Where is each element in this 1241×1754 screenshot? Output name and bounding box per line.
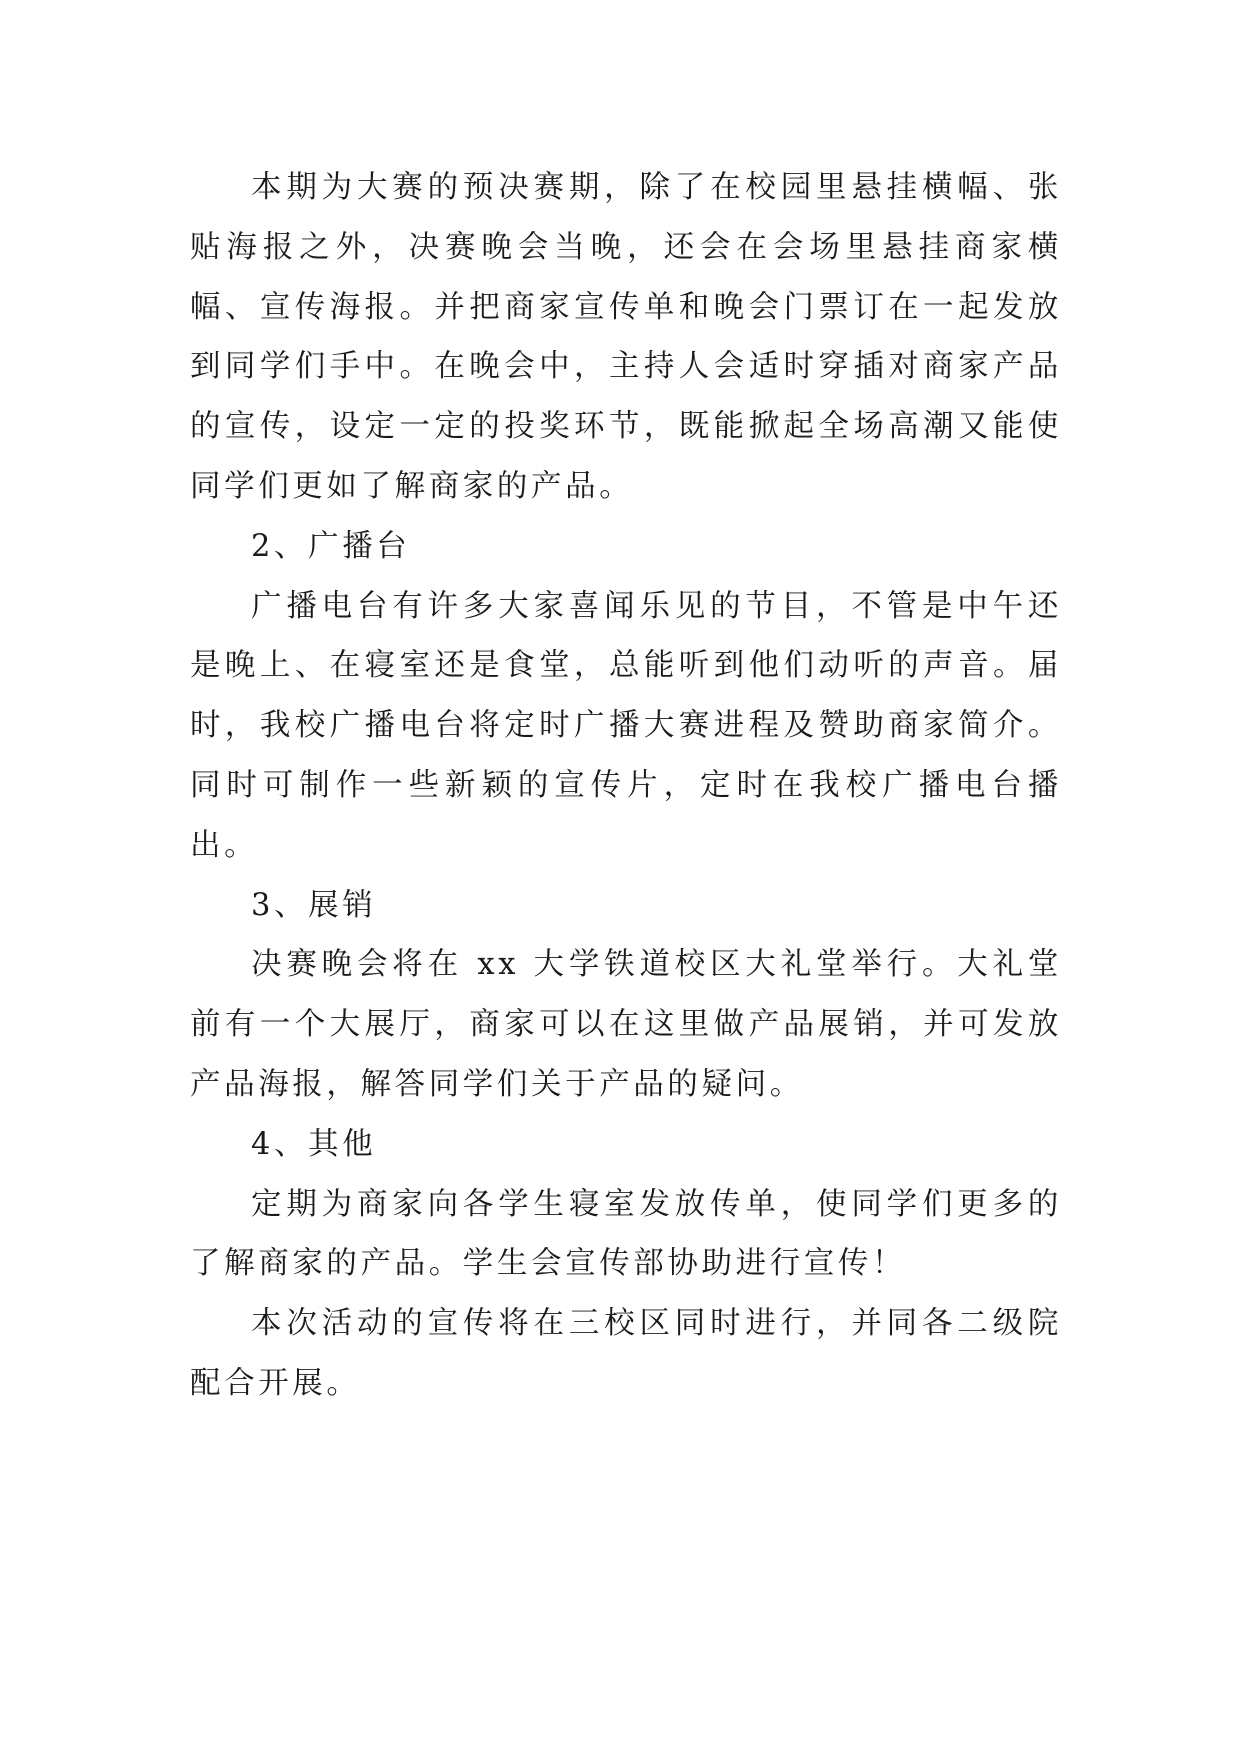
paragraph-promotion-intro: 本期为大赛的预决赛期，除了在校园里悬挂横幅、张贴海报之外，决赛晚会当晚，还会在会场里悬挂商家横幅、宣传海报。并把商家宣传单和晚会门票订在一起发放到同学们手中。在晚会中，主持人会适时穿插对商家产品的宣传，设定一定的投奖环节，既能掀起全场高潮又能使同学们更如了解商家的产品。 bbox=[190, 170, 1062, 504]
paragraph-exhibition: 决赛晚会将在 xx 大学铁道校区大礼堂举行。大礼堂前有一个大展厅，商家可以在这里做产品展销，并可发放产品海报，解答同学们关于产品的疑问。 bbox=[190, 947, 1062, 1102]
document-body bbox=[190, 158, 1062, 1414]
paragraph-closing: 本次活动的宣传将在三校区同时进行，并同各二级院配合开展。 bbox=[190, 1306, 1062, 1401]
section-heading-broadcast: 2、广播台 bbox=[251, 528, 411, 564]
paragraph-broadcast: 广播电台有许多大家喜闻乐见的节目，不管是中午还是晚上、在寝室还是食堂，总能听到他们动听的声音。届时，我校广播电台将定时广播大赛进程及赞助商家简介。同时可制作一些新颖的宣传片，定时在我校广播电台播出。 bbox=[190, 588, 1062, 863]
paragraph-other: 定期为商家向各学生寝室发放传单，使同学们更多的了解商家的产品。学生会宣传部协助进行宣传！ bbox=[190, 1186, 1062, 1282]
section-heading-other: 4、其他 bbox=[251, 1126, 377, 1162]
section-heading-exhibition: 3、展销 bbox=[251, 887, 377, 923]
